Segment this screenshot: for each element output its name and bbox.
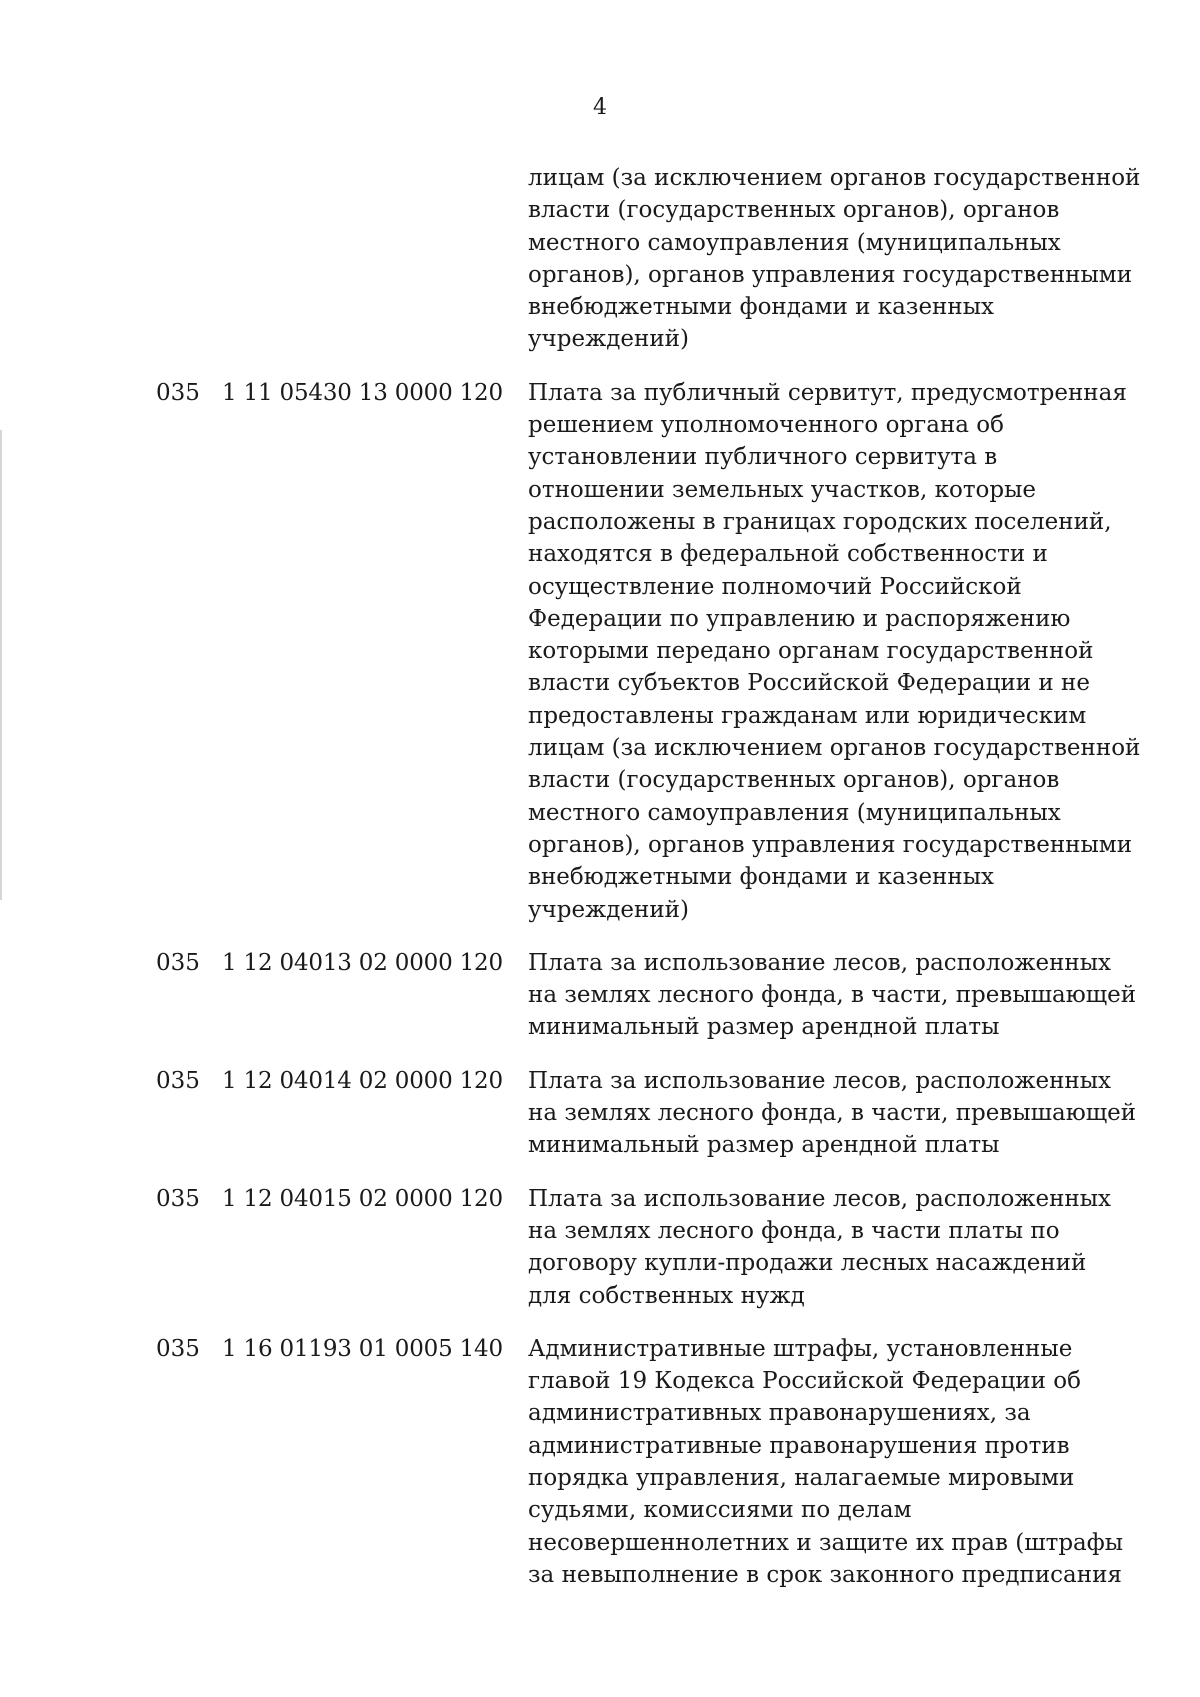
description-line: Федерации по управлению и распоряжению — [528, 605, 1071, 632]
revenue-code: 1 12 04014 02 0000 120 — [222, 1067, 503, 1094]
revenue-description — [528, 947, 1137, 1044]
revenue-code: 1 12 04013 02 0000 120 — [222, 949, 503, 976]
revenue-code: 1 16 01193 01 0005 140 — [222, 1335, 503, 1362]
revenue-code: 1 12 04015 02 0000 120 — [222, 1185, 503, 1212]
description-line: административные правонарушения против — [528, 1432, 1070, 1459]
description-line: местного самоуправления (муниципальных — [528, 799, 1061, 826]
description-line: предоставлены гражданам или юридическим — [528, 702, 1087, 729]
admin-code: 035 — [156, 1067, 200, 1094]
table-row — [0, 377, 1200, 926]
description-line: договору купли-продажи лесных насаждений — [528, 1250, 1087, 1277]
description-line: судьями, комиссиями по делам — [528, 1497, 912, 1524]
description-line: власти (государственных органов), органов — [528, 767, 1060, 794]
description-line: расположены в границах городских поселений, — [528, 508, 1112, 535]
description-line: за невыполнение в срок законного предписания — [528, 1561, 1122, 1588]
table-row — [0, 1183, 1200, 1312]
description-line: местного самоуправления (муниципальных — [528, 229, 1061, 256]
revenue-description — [528, 162, 1141, 356]
description-line: Плата за использование лесов, расположенных — [528, 1185, 1112, 1212]
page-number: 4 — [593, 95, 607, 120]
table-row — [0, 947, 1200, 1044]
revenue-description — [528, 1065, 1137, 1162]
description-line: минимальный размер арендной платы — [528, 1014, 1000, 1041]
description-line: решением уполномоченного органа об — [528, 412, 1004, 439]
description-line: Плата за использование лесов, расположенных — [528, 1067, 1112, 1094]
description-line: несовершеннолетних и защите их прав (штрафы — [528, 1529, 1124, 1556]
description-line: власти субъектов Российской Федерации и не — [528, 670, 1090, 697]
revenue-code: 1 11 05430 13 0000 120 — [222, 379, 503, 406]
description-line: органов), органов управления государственными — [528, 831, 1133, 858]
description-line: учреждений) — [528, 326, 689, 353]
description-line: порядка управления, налагаемые мировыми — [528, 1464, 1075, 1491]
description-line: находятся в федеральной собственности и — [528, 541, 1048, 568]
description-line: органов), органов управления государственными — [528, 261, 1133, 288]
description-line: установлении публичного сервитута в — [528, 444, 998, 471]
admin-code: 035 — [156, 379, 200, 406]
admin-code: 035 — [156, 1185, 200, 1212]
revenue-description — [528, 1183, 1128, 1312]
description-line: для собственных нужд — [528, 1282, 805, 1309]
description-line: внебюджетными фондами и казенных — [528, 294, 994, 321]
description-line: главой 19 Кодекса Российской Федерации об — [528, 1368, 1081, 1395]
description-line: административных правонарушениях, за — [528, 1400, 1031, 1427]
description-line: учреждений) — [528, 896, 689, 923]
revenue-description — [528, 377, 1141, 926]
table-row — [0, 1065, 1200, 1162]
description-line: на землях лесного фонда, в части, превышающей — [528, 982, 1137, 1009]
table-row — [0, 162, 1200, 356]
admin-code: 035 — [156, 949, 200, 976]
description-line: осуществление полномочий Российской — [528, 573, 1022, 600]
revenue-description — [528, 1333, 1128, 1591]
description-line: Плата за использование лесов, расположенных — [528, 949, 1112, 976]
description-line: отношении земельных участков, которые — [528, 476, 1037, 503]
description-line: на землях лесного фонда, в части платы по — [528, 1217, 1060, 1244]
description-line: лицам (за исключением органов государственной — [528, 165, 1141, 191]
description-line: на землях лесного фонда, в части, превышающей — [528, 1100, 1137, 1127]
description-line: Плата за публичный сервитут, предусмотренная — [528, 379, 1127, 406]
description-line: внебюджетными фондами и казенных — [528, 864, 994, 891]
description-line: власти (государственных органов), органов — [528, 197, 1060, 224]
admin-code: 035 — [156, 1335, 200, 1362]
description-line: которыми передано органам государственной — [528, 638, 1094, 665]
description-line: лицам (за исключением органов государственной — [528, 735, 1141, 762]
description-line: Административные штрафы, установленные — [528, 1335, 1073, 1362]
revenue-codes-table — [0, 162, 1200, 1591]
description-line: минимальный размер арендной платы — [528, 1132, 1000, 1159]
table-row — [0, 1333, 1200, 1591]
